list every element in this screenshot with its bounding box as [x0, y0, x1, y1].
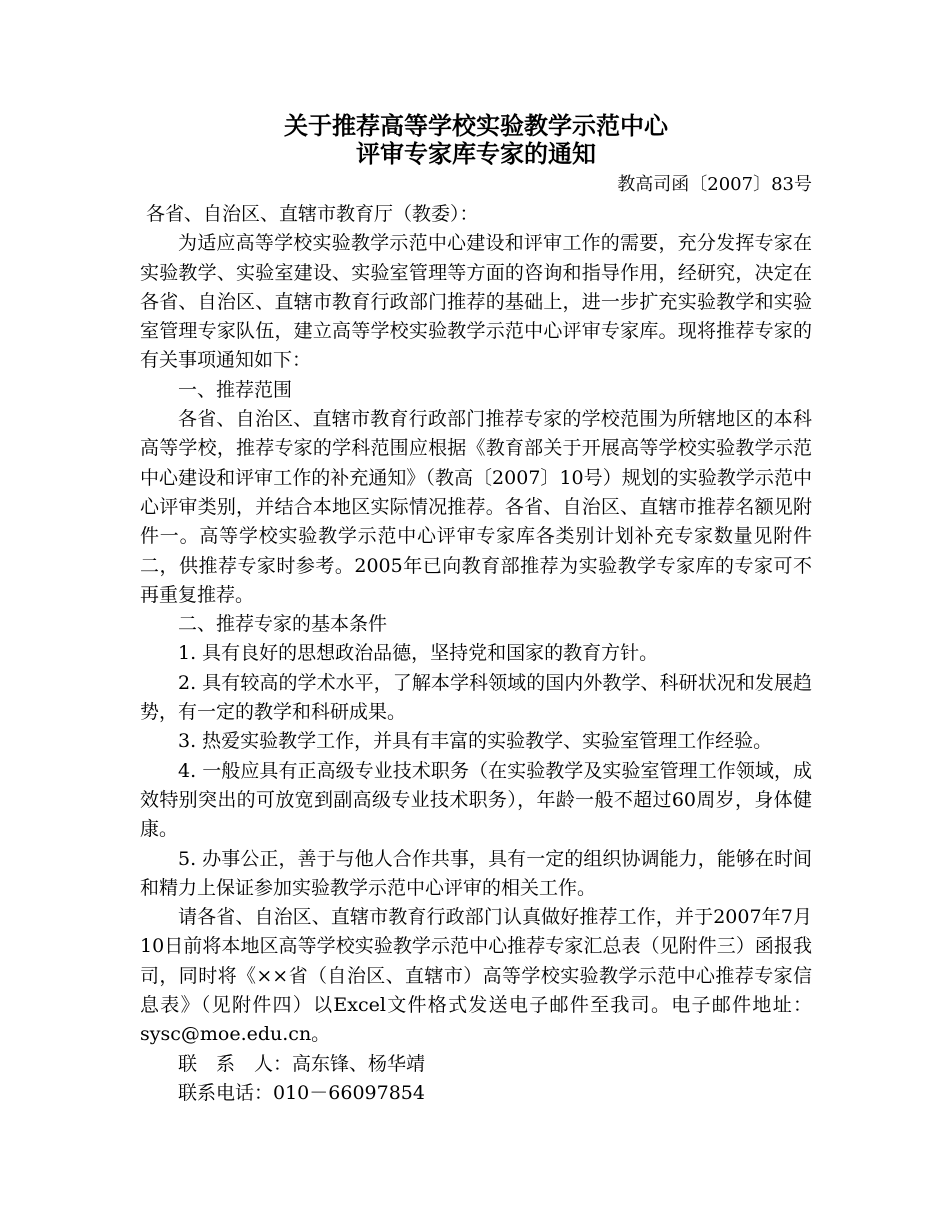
section-heading-conditions: 二、推荐专家的基本条件 [178, 613, 388, 636]
paragraph-intro: 为适应高等学校实验教学示范中心建设和评审工作的需要，充分发挥专家在实验教学、实验室建设、实验室管理等方面的咨询和指导作用，经研究，决定在各省、自治区、直辖市教育行政部门推荐的基础上，进一步扩充实验教学和实验室管理专家队伍，建立高等学校实验教学示范中心评审专家库。现将推荐专家的有关事项通知如下： [140, 232, 812, 372]
section-heading-scope: 一、推荐范围 [178, 378, 293, 401]
condition-item-2: 2. 具有较高的学术水平，了解本学科领域的国内外教学、科研状况和发展趋势，有一定的教学和科研成果。 [140, 671, 812, 724]
document-body [140, 112, 812, 1108]
condition-item-1: 1. 具有良好的思想政治品德，坚持党和国家的教育方针。 [178, 642, 659, 665]
salutation: 各省、自治区、直辖市教育厅（教委）： [146, 203, 479, 225]
reference-number: 教高司函〔2007〕83号 [617, 174, 812, 195]
contact-phone: 联系电话：010－66097854 [178, 1081, 425, 1104]
title-line-2: 评审专家库专家的通知 [356, 140, 596, 168]
condition-item-5: 5. 办事公正，善于与他人合作共事，具有一定的组织协调能力，能够在时间和精力上保证参加实验教学示范中心评审的相关工作。 [140, 847, 812, 899]
condition-item-4: 4. 一般应具有正高级专业技术职务（在实验教学及实验室管理工作领域，成效特别突出的可放宽到副高级专业技术职务），年龄一般不超过60周岁，身体健康。 [140, 759, 812, 841]
paragraph-request: 请各省、自治区、直辖市教育行政部门认真做好推荐工作，并于2007年7月10日前将本地区高等学校实验教学示范中心推荐专家汇总表（见附件三）函报我司，同时将《××省（自治区、直辖市）高等学校实验教学示范中心推荐专家信息表》（见附件四）以Excel文件格式发送电子邮件至我司。电子邮件地址：sysc@moe.edu.cn。 [140, 906, 812, 1046]
contact-person: 联 系 人：高东锋、杨华靖 [178, 1052, 426, 1075]
document-title [140, 112, 812, 168]
title-line-1: 关于推荐高等学校实验教学示范中心 [284, 112, 668, 140]
paragraph-scope: 各省、自治区、直辖市教育行政部门推荐专家的学校范围为所辖地区的本科高等学校，推荐专家的学科范围应根据《教育部关于开展高等学校实验教学示范中心建设和评审工作的补充通知》（教高〔2007〕10号）规划的实验教学示范中心评审类别，并结合本地区实际情况推荐。各省、自治区、直辖市推荐名额见附件一。高等学校实验教学示范中心评审专家库各类别计划补充专家数量见附件二，供推荐专家时参考。2005年已向教育部推荐为实验教学专家库的专家可不再重复推荐。 [140, 408, 812, 606]
condition-item-3: 3. 热爱实验教学工作，并具有丰富的实验教学、实验室管理工作经验。 [178, 730, 773, 753]
